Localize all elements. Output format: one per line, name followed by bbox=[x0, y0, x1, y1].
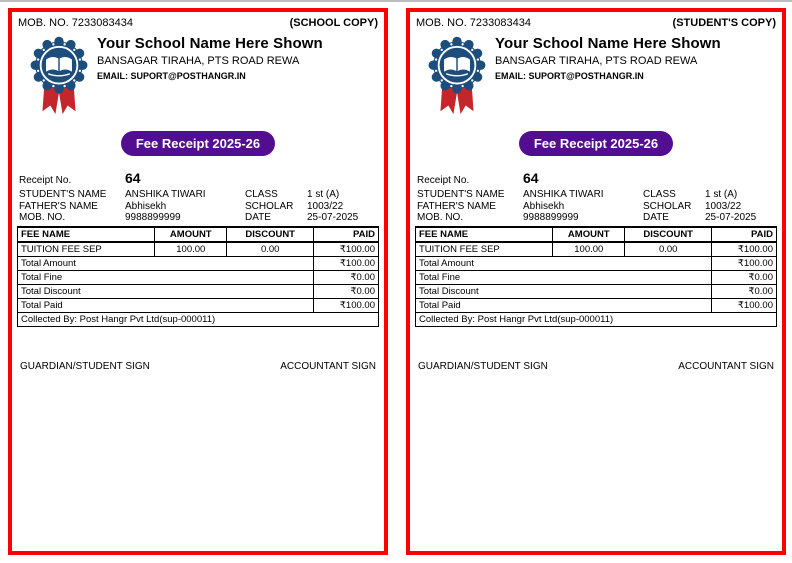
detail-value: Abhisekh bbox=[125, 200, 167, 212]
detail-row-father-name bbox=[417, 201, 775, 213]
accountant-sign-label: ACCOUNTANT SIGN bbox=[678, 360, 774, 372]
school-name: Your School Name Here Shown bbox=[97, 35, 323, 52]
collected-by-row bbox=[416, 312, 777, 326]
fee-receipt-badge-row bbox=[415, 131, 777, 156]
fee-receipt-badge: Fee Receipt 2025-26 bbox=[519, 131, 673, 156]
receipt-top-bar bbox=[17, 15, 379, 29]
detail-label: SCHOLAR bbox=[643, 200, 692, 212]
total-value: ₹0.00 bbox=[314, 284, 379, 298]
fee-receipt-badge-row bbox=[17, 131, 379, 156]
fee-discount-cell: 0.00 bbox=[227, 242, 314, 257]
total-label: Total Paid bbox=[416, 298, 712, 312]
school-badge-logo-icon bbox=[23, 33, 95, 119]
detail-row-mobile bbox=[417, 212, 775, 224]
school-address: BANSAGAR TIRAHA, PTS ROAD REWA bbox=[97, 55, 300, 67]
detail-label: CLASS bbox=[245, 189, 278, 200]
fee-name-cell: TUITION FEE SEP bbox=[18, 242, 155, 257]
col-header-fee-name: FEE NAME bbox=[416, 227, 553, 242]
fee-row bbox=[416, 242, 777, 257]
detail-label: STUDENT'S NAME bbox=[19, 189, 107, 200]
receipt-top-bar bbox=[415, 15, 777, 29]
school-address: BANSAGAR TIRAHA, PTS ROAD REWA bbox=[495, 55, 698, 67]
total-paid-row bbox=[416, 298, 777, 312]
fee-amount-cell: 100.00 bbox=[553, 242, 625, 257]
fee-table bbox=[17, 226, 379, 327]
total-discount-row bbox=[416, 284, 777, 298]
copy-type-label: (SCHOOL COPY) bbox=[289, 17, 378, 29]
col-header-amount: AMOUNT bbox=[553, 227, 625, 242]
school-mobile-number: MOB. NO. 7233083434 bbox=[18, 17, 133, 29]
total-fine-row bbox=[416, 270, 777, 284]
detail-label: CLASS bbox=[643, 189, 676, 200]
detail-value: 1003/22 bbox=[705, 200, 742, 212]
fee-row bbox=[18, 242, 379, 257]
signature-row bbox=[17, 361, 379, 372]
school-email: EMAIL: SUPORT@POSTHANGR.IN bbox=[495, 71, 644, 81]
detail-value: Abhisekh bbox=[523, 200, 565, 212]
receipt-number-label: Receipt No. bbox=[417, 175, 470, 186]
detail-label: FATHER'S NAME bbox=[417, 200, 496, 212]
fee-name-cell: TUITION FEE SEP bbox=[416, 242, 553, 257]
total-fine-row bbox=[18, 270, 379, 284]
receipt-number-label: Receipt No. bbox=[19, 175, 72, 186]
fee-discount-cell: 0.00 bbox=[625, 242, 712, 257]
fee-paid-cell: ₹100.00 bbox=[314, 242, 379, 257]
total-label: Total Paid bbox=[18, 298, 314, 312]
school-email: EMAIL: SUPORT@POSTHANGR.IN bbox=[97, 71, 246, 81]
detail-value: 25-07-2025 bbox=[705, 212, 757, 223]
detail-value: 9988899999 bbox=[523, 212, 579, 223]
total-label: Total Fine bbox=[416, 270, 712, 284]
col-header-amount: AMOUNT bbox=[155, 227, 227, 242]
receipt-page bbox=[0, 2, 792, 555]
detail-value: 1 st (A) bbox=[705, 189, 738, 200]
detail-value: ANSHIKA TIWARI bbox=[125, 189, 206, 200]
total-paid-row bbox=[18, 298, 379, 312]
total-value: ₹100.00 bbox=[712, 298, 777, 312]
total-value: ₹100.00 bbox=[314, 298, 379, 312]
receipt-school-copy bbox=[8, 8, 388, 555]
total-label: Total Amount bbox=[416, 256, 712, 270]
total-label: Total Amount bbox=[18, 256, 314, 270]
fee-amount-cell: 100.00 bbox=[155, 242, 227, 257]
school-badge-logo-icon bbox=[421, 33, 493, 119]
school-name: Your School Name Here Shown bbox=[495, 35, 721, 52]
total-value: ₹100.00 bbox=[712, 256, 777, 270]
col-header-paid: PAID bbox=[314, 227, 379, 242]
signature-row bbox=[415, 361, 777, 372]
fee-table-header-row bbox=[416, 227, 777, 242]
col-header-discount: DISCOUNT bbox=[227, 227, 314, 242]
receipt-number-row bbox=[17, 170, 379, 186]
fee-table-header-row bbox=[18, 227, 379, 242]
detail-value: 1 st (A) bbox=[307, 189, 340, 200]
total-amount-row bbox=[18, 256, 379, 270]
total-discount-row bbox=[18, 284, 379, 298]
total-value: ₹0.00 bbox=[712, 284, 777, 298]
detail-label: DATE bbox=[643, 212, 669, 223]
receipt-number-value: 64 bbox=[523, 170, 539, 186]
total-label: Total Fine bbox=[18, 270, 314, 284]
detail-row-mobile bbox=[19, 212, 377, 224]
collected-by-text: Collected By: Post Hangr Pvt Ltd(sup-000011) bbox=[416, 312, 777, 326]
detail-label: SCHOLAR bbox=[245, 200, 294, 212]
total-label: Total Discount bbox=[416, 284, 712, 298]
collected-by-row bbox=[18, 312, 379, 326]
receipt-number-row bbox=[415, 170, 777, 186]
school-mobile-number: MOB. NO. 7233083434 bbox=[416, 17, 531, 29]
detail-label: FATHER'S NAME bbox=[19, 200, 98, 212]
col-header-fee-name: FEE NAME bbox=[18, 227, 155, 242]
school-info bbox=[495, 33, 777, 81]
col-header-paid: PAID bbox=[712, 227, 777, 242]
collected-by-text: Collected By: Post Hangr Pvt Ltd(sup-000011) bbox=[18, 312, 379, 326]
detail-value: 9988899999 bbox=[125, 212, 181, 223]
copy-type-label: (STUDENT'S COPY) bbox=[672, 17, 776, 29]
receipt-header bbox=[415, 33, 777, 121]
receipt-number-value: 64 bbox=[125, 170, 141, 186]
detail-value: ANSHIKA TIWARI bbox=[523, 189, 604, 200]
total-label: Total Discount bbox=[18, 284, 314, 298]
fee-table bbox=[415, 226, 777, 327]
detail-value: 1003/22 bbox=[307, 200, 344, 212]
detail-row-student-name bbox=[417, 189, 775, 201]
receipt-student-copy bbox=[406, 8, 786, 555]
total-value: ₹0.00 bbox=[712, 270, 777, 284]
receipt-header bbox=[17, 33, 379, 121]
detail-label: MOB. NO. bbox=[417, 212, 464, 223]
accountant-sign-label: ACCOUNTANT SIGN bbox=[280, 360, 376, 372]
total-value: ₹100.00 bbox=[314, 256, 379, 270]
detail-row-student-name bbox=[19, 189, 377, 201]
fee-receipt-badge: Fee Receipt 2025-26 bbox=[121, 131, 275, 156]
fee-paid-cell: ₹100.00 bbox=[712, 242, 777, 257]
total-amount-row bbox=[416, 256, 777, 270]
student-details bbox=[415, 189, 777, 224]
guardian-sign-label: GUARDIAN/STUDENT SIGN bbox=[20, 360, 150, 372]
school-info bbox=[97, 33, 379, 81]
detail-label: MOB. NO. bbox=[19, 212, 66, 223]
total-value: ₹0.00 bbox=[314, 270, 379, 284]
detail-value: 25-07-2025 bbox=[307, 212, 359, 223]
student-details bbox=[17, 189, 379, 224]
detail-label: STUDENT'S NAME bbox=[417, 189, 505, 200]
guardian-sign-label: GUARDIAN/STUDENT SIGN bbox=[418, 360, 548, 372]
detail-label: DATE bbox=[245, 212, 271, 223]
detail-row-father-name bbox=[19, 201, 377, 213]
col-header-discount: DISCOUNT bbox=[625, 227, 712, 242]
